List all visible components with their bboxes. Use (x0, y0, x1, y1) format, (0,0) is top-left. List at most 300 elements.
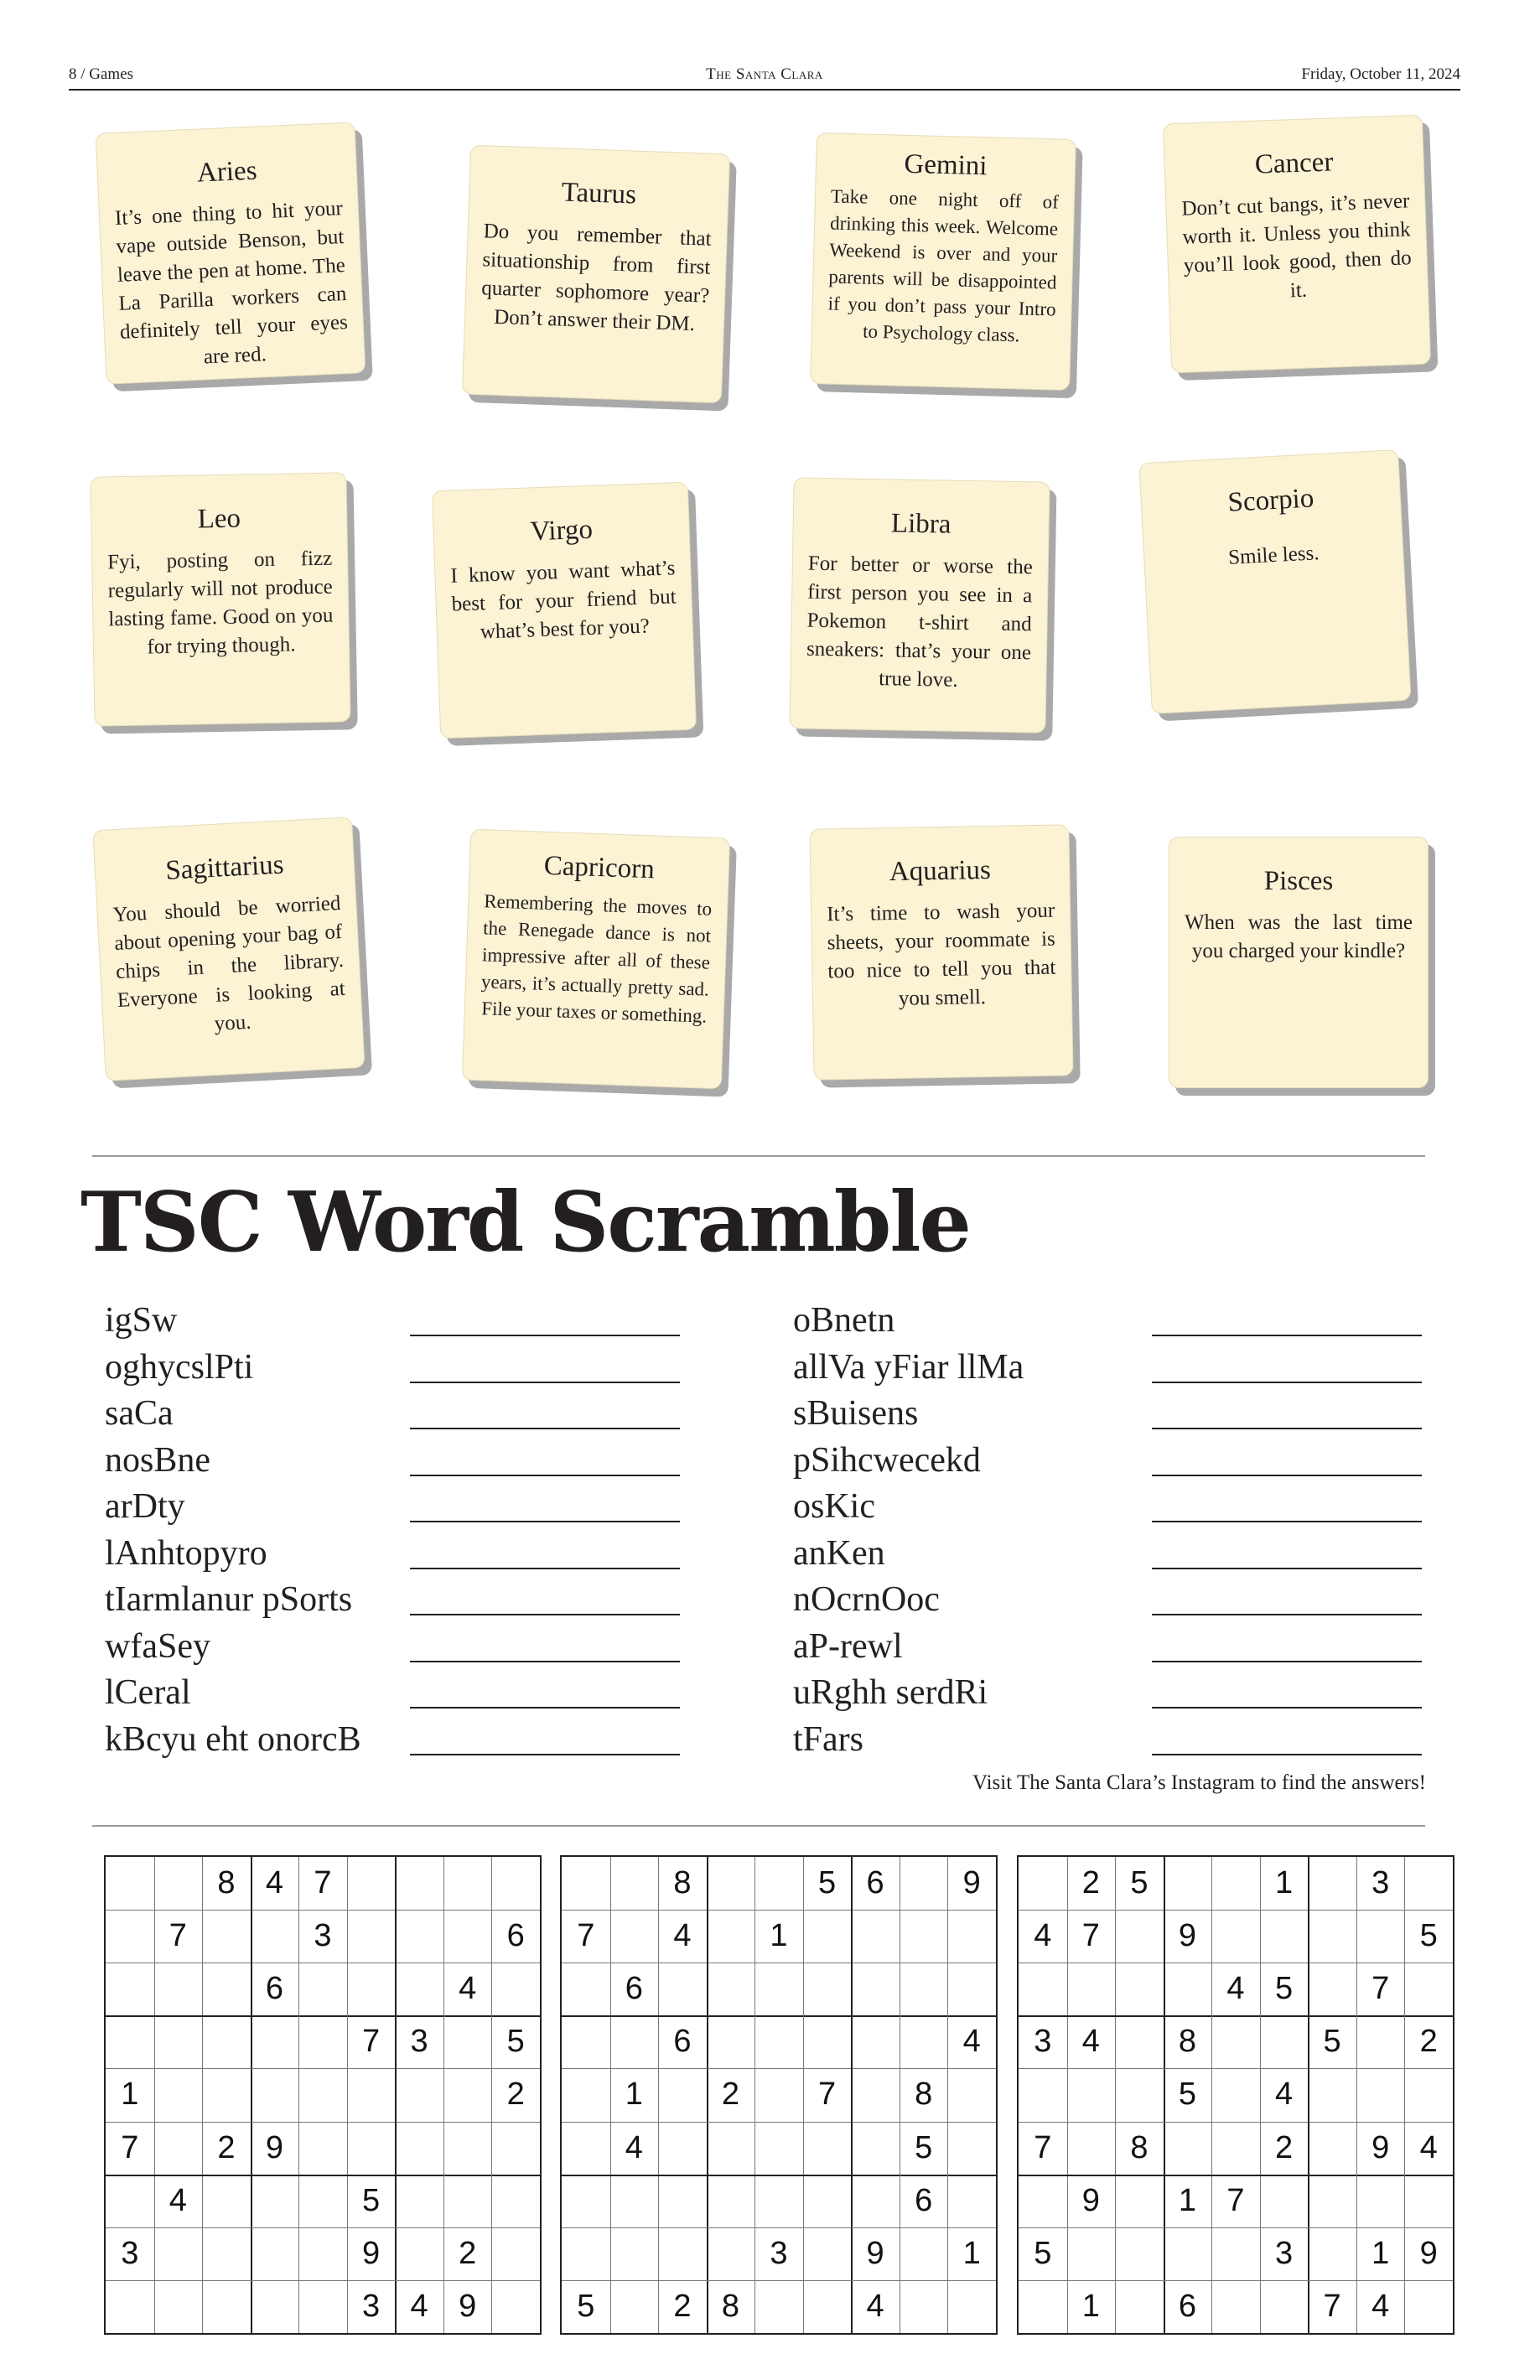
horoscope-text: It’s time to wash your sheets, your roommate is too nice to tell you that you smell. (826, 899, 1056, 1010)
sudoku-empty-cell[interactable] (106, 2175, 154, 2227)
sudoku-given-digit: 4 (1419, 2129, 1438, 2165)
sudoku-empty-cell[interactable] (443, 1910, 492, 1963)
sudoku-empty-cell[interactable] (395, 2227, 443, 2280)
sudoku-empty-cell[interactable] (754, 2068, 803, 2121)
scramble-row (105, 1624, 683, 1671)
sudoku-empty-cell[interactable] (202, 2175, 251, 2227)
sudoku-empty-cell[interactable] (1260, 1910, 1309, 1963)
sudoku-empty-cell[interactable] (947, 2175, 996, 2227)
scrambled-word: uRghh serdRi (793, 1673, 988, 1712)
section-divider (92, 1825, 1425, 1827)
horoscope-card-capricorn (462, 829, 730, 1090)
sudoku-given-digit: 4 (673, 1918, 692, 1954)
sudoku-empty-cell[interactable] (1019, 1963, 1067, 2015)
sudoku-given-digit: 2 (217, 2129, 236, 2165)
sudoku-given-digit: 7 (1323, 2288, 1341, 2324)
sudoku-given-digit: 5 (1323, 2024, 1341, 2060)
sudoku-empty-cell[interactable] (803, 2175, 852, 2227)
sudoku-given-digit: 1 (962, 2235, 981, 2271)
sudoku-empty-cell[interactable] (851, 1963, 900, 2015)
sign-name: Sagittarius (164, 849, 285, 886)
word-scramble-title: TSC Word Scramble (80, 1174, 970, 1271)
sudoku-empty-cell[interactable] (900, 1963, 948, 2015)
sign-name: Cancer (1254, 147, 1334, 180)
sudoku-given-digit: 5 (361, 2182, 381, 2218)
sudoku-empty-cell[interactable] (1211, 2227, 1260, 2280)
sudoku-empty-cell[interactable] (347, 1963, 396, 2015)
horoscope-text: Remembering the moves to the Renegade dance is not impressive after all of these years, it’s actually pretty sad. File your taxes or something. (480, 890, 713, 1027)
scramble-row (105, 1670, 683, 1717)
sudoku-empty-cell[interactable] (851, 1910, 900, 1963)
sudoku-given-digit: 7 (121, 2129, 139, 2165)
sudoku-empty-cell[interactable] (491, 2227, 540, 2280)
sudoku-empty-cell[interactable] (491, 2175, 540, 2227)
sudoku-empty-cell[interactable] (1356, 2068, 1405, 2121)
answer-blank[interactable] (410, 1382, 680, 1383)
sudoku-given-digit: 4 (169, 2182, 187, 2218)
horoscope-card-sagittarius (92, 817, 365, 1081)
sudoku-empty-cell[interactable] (1211, 2068, 1260, 2121)
answer-blank[interactable] (410, 1475, 680, 1476)
sudoku-empty-cell[interactable] (251, 2015, 299, 2068)
sudoku-empty-cell[interactable] (106, 1857, 154, 1910)
sudoku-empty-cell[interactable] (443, 2068, 492, 2121)
sudoku-empty-cell[interactable] (1356, 2175, 1405, 2227)
sudoku-empty-cell[interactable] (562, 2122, 610, 2175)
sudoku-empty-cell[interactable] (1067, 2227, 1116, 2280)
sudoku-empty-cell[interactable] (658, 2175, 707, 2227)
sudoku-empty-cell[interactable] (1308, 1857, 1356, 1910)
sudoku-given-digit: 2 (506, 2077, 525, 2113)
sudoku-given-digit: 3 (121, 2235, 139, 2271)
page-header (69, 65, 1460, 91)
sudoku-empty-cell[interactable] (1115, 2227, 1164, 2280)
sudoku-empty-cell[interactable] (106, 1910, 154, 1963)
sudoku-empty-cell[interactable] (1115, 2280, 1164, 2333)
sign-name: Leo (197, 503, 241, 535)
sudoku-empty-cell[interactable] (803, 1910, 852, 1963)
sudoku-empty-cell[interactable] (1211, 2122, 1260, 2175)
scramble-row (793, 1670, 1425, 1717)
sudoku-empty-cell[interactable] (154, 1857, 203, 1910)
sudoku-empty-cell[interactable] (562, 2227, 610, 2280)
scramble-row (105, 1717, 683, 1764)
sudoku-given-digit: 4 (1371, 2288, 1390, 2324)
sign-name: Taurus (561, 177, 637, 210)
sudoku-empty-cell[interactable] (298, 1963, 347, 2015)
scrambled-word: kBcyu eht onorcB (105, 1719, 361, 1759)
sudoku-empty-cell[interactable] (202, 2068, 251, 2121)
sudoku-empty-cell[interactable] (947, 2122, 996, 2175)
sudoku-empty-cell[interactable] (707, 2015, 755, 2068)
horoscope-card-libra (789, 477, 1050, 733)
sign-name: Scorpio (1226, 483, 1315, 518)
sudoku-empty-cell[interactable] (851, 2175, 900, 2227)
sudoku-empty-cell[interactable] (947, 1910, 996, 1963)
answer-blank[interactable] (1152, 1614, 1422, 1615)
sudoku-empty-cell[interactable] (900, 1857, 948, 1910)
answer-blank[interactable] (410, 1521, 680, 1522)
horoscope-text: Don’t cut bangs, it’s never worth it. Unless you think you’ll look good, then do it. (1180, 189, 1413, 303)
sudoku-empty-cell[interactable] (443, 2175, 492, 2227)
sudoku-given-digit: 7 (1371, 1971, 1390, 2007)
sudoku-empty-cell[interactable] (154, 2227, 203, 2280)
horoscope-card-cancer (1163, 115, 1431, 374)
sudoku-empty-cell[interactable] (1260, 2015, 1309, 2068)
sudoku-empty-cell[interactable] (658, 2227, 707, 2280)
sudoku-given-digit: 9 (1419, 2235, 1438, 2271)
answer-blank[interactable] (1152, 1521, 1422, 1522)
answer-blank[interactable] (410, 1707, 680, 1709)
sudoku-empty-cell[interactable] (851, 2015, 900, 2068)
sudoku-empty-cell[interactable] (251, 2227, 299, 2280)
scrambled-word: osKic (793, 1487, 875, 1526)
sudoku-empty-cell[interactable] (707, 2122, 755, 2175)
sudoku-empty-cell[interactable] (610, 2227, 659, 2280)
scrambled-word: lAnhtopyro (105, 1533, 267, 1573)
sudoku-empty-cell[interactable] (1211, 1857, 1260, 1910)
sudoku-empty-cell[interactable] (707, 1910, 755, 1963)
sudoku-empty-cell[interactable] (1019, 2175, 1067, 2227)
sudoku-empty-cell[interactable] (947, 2280, 996, 2333)
sudoku-empty-cell[interactable] (1260, 2175, 1309, 2227)
sudoku-empty-cell[interactable] (1308, 2068, 1356, 2121)
sudoku-given-digit: 3 (1371, 1865, 1390, 1900)
sudoku-given-digit: 4 (265, 1865, 283, 1900)
sudoku-given-digit: 8 (721, 2288, 739, 2324)
sudoku-empty-cell[interactable] (1115, 1910, 1164, 1963)
sign-name: Gemini (904, 148, 988, 182)
sudoku-empty-cell[interactable] (562, 2068, 610, 2121)
sudoku-empty-cell[interactable] (658, 2122, 707, 2175)
answer-blank[interactable] (410, 1661, 680, 1662)
sign-name: Aries (196, 155, 258, 189)
sudoku-empty-cell[interactable] (1404, 1963, 1453, 2015)
sudoku-empty-cell[interactable] (1260, 2280, 1309, 2333)
sudoku-empty-cell[interactable] (1404, 1857, 1453, 1910)
sudoku-given-digit: 6 (866, 1865, 884, 1900)
horoscope-text: I know you want what’s best for your friend but what’s best for you? (450, 557, 677, 644)
newspaper-name: The Santa Clara (706, 65, 823, 83)
scramble-row (793, 1624, 1425, 1671)
sudoku-given-digit: 5 (506, 2024, 525, 2060)
sudoku-empty-cell[interactable] (298, 2015, 347, 2068)
sudoku-empty-cell[interactable] (202, 2227, 251, 2280)
sudoku-given-digit: 9 (361, 2235, 381, 2271)
sudoku-empty-cell[interactable] (298, 2227, 347, 2280)
sudoku-given-digit: 7 (314, 1865, 332, 1900)
sudoku-given-digit: 2 (1419, 2024, 1438, 2060)
sudoku-empty-cell[interactable] (900, 2280, 948, 2333)
sudoku-empty-cell[interactable] (1164, 1963, 1212, 2015)
sudoku-given-digit: 5 (1178, 2077, 1196, 2113)
horoscope-card-scorpio (1138, 449, 1411, 714)
scrambled-word: oghycslPti (105, 1347, 254, 1387)
scrambled-word: pSihcwecekd (793, 1440, 981, 1480)
sudoku-empty-cell[interactable] (443, 1857, 492, 1910)
sudoku-empty-cell[interactable] (395, 1963, 443, 2015)
sudoku-empty-cell[interactable] (562, 2015, 610, 2068)
scrambled-word: saCa (105, 1394, 174, 1433)
scramble-row (793, 1298, 1425, 1345)
scramble-row (105, 1531, 683, 1578)
sudoku-empty-cell[interactable] (395, 1857, 443, 1910)
sudoku-empty-cell[interactable] (298, 2280, 347, 2333)
sudoku-empty-cell[interactable] (1067, 2068, 1116, 2121)
sudoku-empty-cell[interactable] (1164, 2227, 1212, 2280)
sudoku-empty-cell[interactable] (851, 2122, 900, 2175)
sudoku-empty-cell[interactable] (251, 1910, 299, 1963)
answer-blank[interactable] (1152, 1707, 1422, 1709)
horoscope-text: Do you remember that situationship from first quarter sophomore year? Don’t answer their DM. (480, 220, 713, 336)
sudoku-empty-cell[interactable] (1019, 2280, 1067, 2333)
sudoku-given-digit: 3 (361, 2288, 381, 2324)
sudoku-empty-cell[interactable] (1164, 2122, 1212, 2175)
sudoku-empty-cell[interactable] (803, 2227, 852, 2280)
sudoku-given-digit: 1 (1081, 2288, 1100, 2324)
scrambled-word: tFars (793, 1719, 863, 1759)
sudoku-empty-cell[interactable] (707, 1963, 755, 2015)
horoscope-text: You should be worried about opening your bag of chips in the library. Everyone is looking at you. (111, 891, 346, 1036)
sudoku-empty-cell[interactable] (1067, 1963, 1116, 2015)
sudoku-empty-cell[interactable] (562, 2175, 610, 2227)
sudoku-empty-cell[interactable] (754, 1857, 803, 1910)
sudoku-empty-cell[interactable] (491, 1857, 540, 1910)
sudoku-given-digit: 1 (1274, 1865, 1294, 1900)
sudoku-given-digit: 7 (577, 1918, 595, 1954)
answer-blank[interactable] (1152, 1428, 1422, 1429)
sudoku-empty-cell[interactable] (900, 1910, 948, 1963)
sudoku-empty-cell[interactable] (1404, 2175, 1453, 2227)
sudoku-empty-cell[interactable] (395, 2068, 443, 2121)
horoscope-text: Take one night off of drinking this week. Welcome Weekend is over and your parents will be disappointed if you don’t pass your Intro to Psychology class. (827, 185, 1060, 346)
scramble-row (105, 1484, 683, 1531)
answer-blank[interactable] (410, 1568, 680, 1569)
sudoku-given-digit: 2 (459, 2235, 477, 2271)
sudoku-empty-cell[interactable] (154, 2280, 203, 2333)
sudoku-given-digit: 2 (1081, 1865, 1100, 1900)
sudoku-given-digit: 7 (361, 2024, 381, 2060)
sudoku-empty-cell[interactable] (347, 2068, 396, 2121)
sudoku-given-digit: 9 (866, 2235, 884, 2271)
answer-blank[interactable] (1152, 1335, 1422, 1336)
sudoku-empty-cell[interactable] (803, 2122, 852, 2175)
scramble-row (105, 1391, 683, 1438)
answer-blank[interactable] (410, 1428, 680, 1429)
sudoku-empty-cell[interactable] (754, 2015, 803, 2068)
sudoku-empty-cell[interactable] (1356, 1910, 1405, 1963)
sudoku-empty-cell[interactable] (347, 1857, 396, 1910)
sudoku-empty-cell[interactable] (900, 2227, 948, 2280)
sudoku-empty-cell[interactable] (1115, 2015, 1164, 2068)
sudoku-empty-cell[interactable] (1211, 1910, 1260, 1963)
horoscope-card-aries (96, 122, 366, 384)
sudoku-empty-cell[interactable] (1308, 2227, 1356, 2280)
sudoku-empty-cell[interactable] (202, 2015, 251, 2068)
sudoku-empty-cell[interactable] (610, 2175, 659, 2227)
sudoku-given-digit: 3 (1034, 2024, 1052, 2060)
sudoku-empty-cell[interactable] (754, 2122, 803, 2175)
scrambled-word: wfaSey (105, 1626, 210, 1666)
sudoku-given-digit: 6 (506, 1918, 525, 1954)
sudoku-given-digit: 7 (169, 1918, 187, 1954)
answers-note: Visit The Santa Clara’s Instagram to find the answers! (972, 1771, 1426, 1794)
answer-blank[interactable] (410, 1754, 680, 1755)
sudoku-grid (1017, 1855, 1454, 2335)
scrambled-word: aP-rewl (793, 1626, 903, 1666)
sudoku-empty-cell[interactable] (1211, 2280, 1260, 2333)
sudoku-empty-cell[interactable] (1308, 2175, 1356, 2227)
sudoku-empty-cell[interactable] (347, 1910, 396, 1963)
sudoku-empty-cell[interactable] (154, 2122, 203, 2175)
section-label: 8 / Games (69, 65, 134, 83)
sudoku-empty-cell[interactable] (251, 2280, 299, 2333)
sudoku-empty-cell[interactable] (658, 2068, 707, 2121)
sudoku-given-digit: 3 (410, 2024, 428, 2060)
sudoku-given-digit: 7 (1034, 2129, 1052, 2165)
sudoku-empty-cell[interactable] (562, 1857, 610, 1910)
sudoku-empty-cell[interactable] (106, 2015, 154, 2068)
sudoku-empty-cell[interactable] (106, 1963, 154, 2015)
sudoku-empty-cell[interactable] (106, 2280, 154, 2333)
scramble-row (105, 1298, 683, 1345)
sudoku-empty-cell[interactable] (1115, 2068, 1164, 2121)
scramble-column-right (793, 1298, 1425, 1763)
sudoku-empty-cell[interactable] (803, 2280, 852, 2333)
sudoku-empty-cell[interactable] (1308, 1963, 1356, 2015)
sudoku-given-digit: 9 (459, 2288, 477, 2324)
scrambled-word: nOcrnOoc (793, 1580, 940, 1619)
sudoku-empty-cell[interactable] (1404, 2068, 1453, 2121)
sudoku-empty-cell[interactable] (658, 1963, 707, 2015)
sudoku-empty-cell[interactable] (707, 1857, 755, 1910)
sudoku-empty-cell[interactable] (803, 2015, 852, 2068)
scramble-row (793, 1391, 1425, 1438)
sudoku-given-digit: 8 (217, 1865, 236, 1900)
sudoku-empty-cell[interactable] (1308, 1910, 1356, 1963)
sudoku-empty-cell[interactable] (491, 2280, 540, 2333)
answer-blank[interactable] (1152, 1568, 1422, 1569)
sudoku-given-digit: 4 (962, 2024, 981, 2060)
sudoku-empty-cell[interactable] (251, 2068, 299, 2121)
sudoku-empty-cell[interactable] (1211, 2015, 1260, 2068)
scramble-column-left (105, 1298, 683, 1763)
sudoku-given-digit: 8 (915, 2077, 933, 2113)
sudoku-empty-cell[interactable] (491, 2122, 540, 2175)
sudoku-empty-cell[interactable] (395, 1910, 443, 1963)
sudoku-empty-cell[interactable] (395, 2175, 443, 2227)
sudoku-empty-cell[interactable] (610, 1857, 659, 1910)
scrambled-word: igSw (105, 1301, 178, 1340)
sudoku-empty-cell[interactable] (202, 1910, 251, 1963)
sudoku-given-digit: 1 (770, 1918, 788, 1954)
sudoku-empty-cell[interactable] (900, 2015, 948, 2068)
answer-blank[interactable] (1152, 1382, 1422, 1383)
sudoku-empty-cell[interactable] (1019, 1857, 1067, 1910)
answer-blank[interactable] (1152, 1475, 1422, 1476)
sudoku-empty-cell[interactable] (202, 2280, 251, 2333)
sudoku-empty-cell[interactable] (562, 1963, 610, 2015)
sudoku-empty-cell[interactable] (947, 2068, 996, 2121)
sudoku-given-digit: 5 (817, 1865, 837, 1900)
sudoku-empty-cell[interactable] (154, 2015, 203, 2068)
scramble-row (105, 1438, 683, 1485)
sudoku-given-digit: 7 (1081, 1918, 1100, 1954)
sudoku-empty-cell[interactable] (154, 1963, 203, 2015)
sudoku-given-digit: 2 (721, 2077, 739, 2113)
sudoku-given-digit: 5 (1130, 1865, 1149, 1900)
sign-name: Libra (890, 508, 951, 540)
sudoku-empty-cell[interactable] (707, 2175, 755, 2227)
sudoku-empty-cell[interactable] (298, 2175, 347, 2227)
sudoku-empty-cell[interactable] (202, 1963, 251, 2015)
scrambled-word: tIarmlanur pSorts (105, 1580, 353, 1619)
sudoku-given-digit: 9 (265, 2129, 283, 2165)
sudoku-empty-cell[interactable] (947, 1963, 996, 2015)
horoscope-card-virgo (432, 482, 697, 739)
sudoku-empty-cell[interactable] (443, 2015, 492, 2068)
sudoku-empty-cell[interactable] (610, 2015, 659, 2068)
sudoku-given-digit: 4 (1081, 2024, 1100, 2060)
sudoku-empty-cell[interactable] (347, 2122, 396, 2175)
sudoku-given-digit: 1 (625, 2077, 643, 2113)
answer-blank[interactable] (410, 1614, 680, 1615)
scramble-row (793, 1484, 1425, 1531)
sudoku-empty-cell[interactable] (1019, 2068, 1067, 2121)
sudoku-empty-cell[interactable] (851, 2068, 900, 2121)
scramble-row (793, 1531, 1425, 1578)
sudoku-given-digit: 6 (915, 2182, 933, 2218)
sudoku-empty-cell[interactable] (1308, 2122, 1356, 2175)
sudoku-grid (104, 1855, 542, 2335)
sudoku-empty-cell[interactable] (1356, 2015, 1405, 2068)
sudoku-empty-cell[interactable] (610, 2280, 659, 2333)
answer-blank[interactable] (1152, 1661, 1422, 1662)
sudoku-empty-cell[interactable] (1404, 2280, 1453, 2333)
sudoku-empty-cell[interactable] (754, 2280, 803, 2333)
sudoku-given-digit: 8 (1130, 2129, 1149, 2165)
sudoku-empty-cell[interactable] (1164, 1857, 1212, 1910)
sudoku-empty-cell[interactable] (251, 2175, 299, 2227)
sudoku-empty-cell[interactable] (754, 1963, 803, 2015)
sudoku-empty-cell[interactable] (707, 2227, 755, 2280)
sudoku-given-digit: 8 (1178, 2024, 1196, 2060)
sign-name: Pisces (1263, 866, 1334, 896)
scramble-row (793, 1717, 1425, 1764)
sudoku-grid (560, 1855, 998, 2335)
sudoku-empty-cell[interactable] (491, 1963, 540, 2015)
horoscope-text: When was the last time you charged your kindle? (1185, 911, 1413, 962)
sudoku-empty-cell[interactable] (298, 2068, 347, 2121)
sudoku-empty-cell[interactable] (1115, 2175, 1164, 2227)
sudoku-empty-cell[interactable] (395, 2122, 443, 2175)
section-divider (92, 1155, 1425, 1157)
sudoku-empty-cell[interactable] (443, 2122, 492, 2175)
horoscope-card-gemini (810, 132, 1076, 391)
answer-blank[interactable] (1152, 1754, 1422, 1755)
sudoku-given-digit: 4 (1034, 1918, 1052, 1954)
horoscope-text: Smile less. (1227, 542, 1320, 569)
sudoku-empty-cell[interactable] (1067, 2122, 1116, 2175)
sudoku-empty-cell[interactable] (610, 1910, 659, 1963)
sudoku-given-digit: 3 (770, 2235, 788, 2271)
sudoku-empty-cell[interactable] (298, 2122, 347, 2175)
sudoku-empty-cell[interactable] (754, 2175, 803, 2227)
sudoku-empty-cell[interactable] (154, 2068, 203, 2121)
sudoku-empty-cell[interactable] (803, 1963, 852, 2015)
answer-blank[interactable] (410, 1335, 680, 1336)
sudoku-empty-cell[interactable] (1115, 1963, 1164, 2015)
